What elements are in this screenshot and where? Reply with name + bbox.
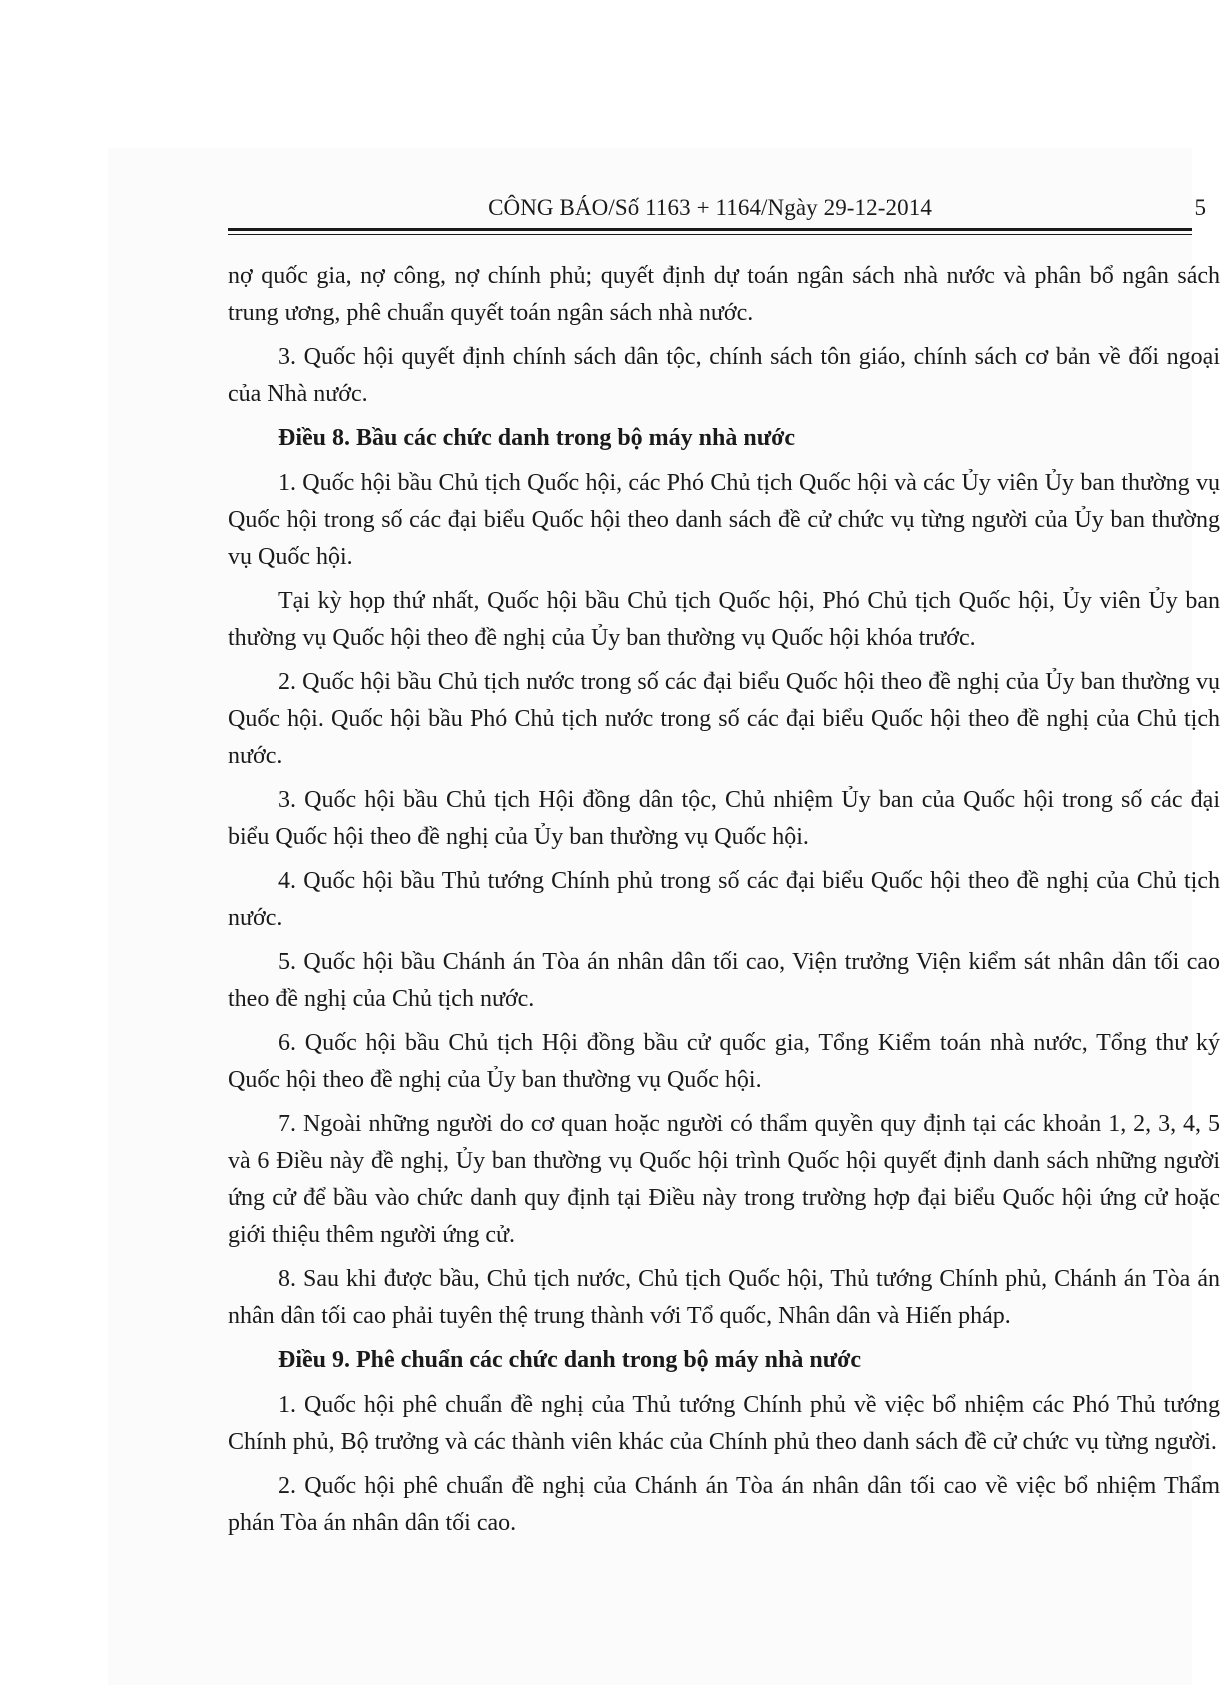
article-8-clause-6: 6. Quốc hội bầu Chủ tịch Hội đồng bầu cử quốc gia, Tổng Kiểm toán nhà nước, Tổng thư ký Quốc hội theo đề nghị của Ủy ban thường vụ Quốc hội. — [228, 1030, 1220, 1093]
article-8-clause-7: 7. Ngoài những người do cơ quan hoặc người có thẩm quyền quy định tại các khoản 1, 2, 3, 4, 5 và 6 Điều này đề nghị, Ủy ban thường vụ Quốc hội trình Quốc hội quyết định danh sách những người ứng cử để bầu vào chức danh quy định tại Điều này trong trường hợp đại biểu Quốc hội ứng cử hoặc giới thiệu thêm người ứng cử. — [228, 1111, 1220, 1248]
article-8-heading: Điều 8. Bầu các chức danh trong bộ máy nhà nước — [278, 425, 796, 451]
article-9-heading: Điều 9. Phê chuẩn các chức danh trong bộ máy nhà nước — [278, 1347, 862, 1373]
gazette-header-title: CÔNG BÁO/Số 1163 + 1164/Ngày 29-12-2014 — [488, 195, 932, 220]
paragraph-continuation: nợ quốc gia, nợ công, nợ chính phủ; quyết định dự toán ngân sách nhà nước và phân bổ ngân sách trung ương, phê chuẩn quyết toán ngân sách nhà nước. — [228, 263, 1220, 326]
article-8-clause-3: 3. Quốc hội bầu Chủ tịch Hội đồng dân tộc, Chủ nhiệm Ủy ban của Quốc hội trong số các đại biểu Quốc hội theo đề nghị của Ủy ban thường vụ Quốc hội. — [228, 787, 1220, 850]
article-8-clause-1-sub: Tại kỳ họp thứ nhất, Quốc hội bầu Chủ tịch Quốc hội, Phó Chủ tịch Quốc hội, Ủy viên Ủy ban thường vụ Quốc hội theo đề nghị của Ủy ban thường vụ Quốc hội khóa trước. — [228, 588, 1220, 651]
page-header — [228, 195, 1206, 227]
article-9-clause-1: 1. Quốc hội phê chuẩn đề nghị của Thủ tướng Chính phủ về việc bổ nhiệm các Phó Thủ tướng Chính phủ, Bộ trưởng và các thành viên khác của Chính phủ theo danh sách đề cử chức vụ từng người. — [228, 1392, 1220, 1455]
header-rule-thin — [228, 234, 1192, 235]
article-9-clause-2: 2. Quốc hội phê chuẩn đề nghị của Chánh án Tòa án nhân dân tối cao về việc bổ nhiệm Thẩm phán Tòa án nhân dân tối cao. — [228, 1473, 1220, 1536]
article-8-clause-1: 1. Quốc hội bầu Chủ tịch Quốc hội, các Phó Chủ tịch Quốc hội và các Ủy viên Ủy ban thường vụ Quốc hội trong số các đại biểu Quốc hội theo danh sách đề cử chức vụ từng người của Ủy ban thường vụ Quốc hội. — [228, 470, 1220, 570]
paragraph-clause-3: 3. Quốc hội quyết định chính sách dân tộc, chính sách tôn giáo, chính sách cơ bản về đối ngoại của Nhà nước. — [228, 344, 1220, 407]
header-rule-thick — [228, 228, 1192, 231]
document-body — [228, 258, 1220, 1549]
article-8-clause-2: 2. Quốc hội bầu Chủ tịch nước trong số các đại biểu Quốc hội theo đề nghị của Ủy ban thường vụ Quốc hội. Quốc hội bầu Phó Chủ tịch nước trong số các đại biểu Quốc hội theo đề nghị của Chủ tịch nước. — [228, 669, 1220, 769]
article-8-clause-5: 5. Quốc hội bầu Chánh án Tòa án nhân dân tối cao, Viện trưởng Viện kiểm sát nhân dân tối cao theo đề nghị của Chủ tịch nước. — [228, 949, 1220, 1012]
article-8-clause-8: 8. Sau khi được bầu, Chủ tịch nước, Chủ tịch Quốc hội, Thủ tướng Chính phủ, Chánh án Tòa án nhân dân tối cao phải tuyên thệ trung thành với Tổ quốc, Nhân dân và Hiến pháp. — [228, 1266, 1220, 1329]
page-number: 5 — [1194, 195, 1206, 220]
article-8-clause-4: 4. Quốc hội bầu Thủ tướng Chính phủ trong số các đại biểu Quốc hội theo đề nghị của Chủ tịch nước. — [228, 868, 1220, 931]
